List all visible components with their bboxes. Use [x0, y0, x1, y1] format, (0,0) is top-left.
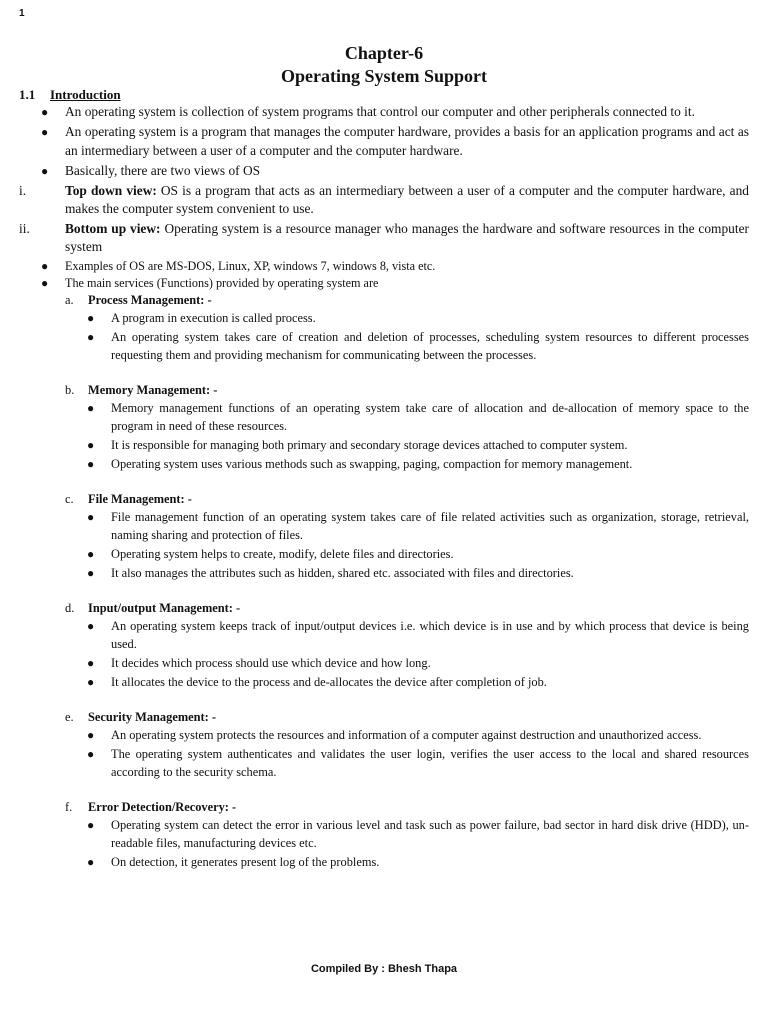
- footer-credit: Compiled By : Bhesh Thapa: [310, 963, 458, 975]
- bullet-icon: ●: [87, 310, 95, 325]
- bullet-icon: ●: [41, 163, 49, 178]
- bullet-icon: ●: [87, 329, 95, 344]
- bullet-icon: ●: [87, 674, 95, 689]
- bullet-icon: ●: [87, 727, 95, 742]
- service-heading: f. Error Detection/Recovery: -: [65, 799, 237, 814]
- list-item: ● A program in execution is called process.: [87, 310, 316, 325]
- service-heading: b. Memory Management: -: [65, 382, 218, 397]
- list-item: ● It is responsible for managing both primary and secondary storage devices attached to computer system.: [87, 437, 628, 452]
- intro-list: [41, 103, 749, 180]
- list-item: ● An operating system is collection of system programs that control our computer and other peripherals connected to it.: [65, 103, 749, 122]
- list-item: ● It allocates the device to the process and de-allocates the device after completion of job.: [87, 674, 547, 689]
- list-item: ● On detection, it generates present log of the problems.: [87, 854, 380, 869]
- service-heading: d. Input/output Management: -: [65, 600, 241, 615]
- page-title: Operating System Support: [280, 66, 487, 86]
- views-list: [19, 182, 749, 257]
- bullet-icon: ●: [87, 618, 95, 633]
- list-item: ● An operating system protects the resources and information of a computer against destruction and unauthorized access.: [87, 727, 702, 742]
- service-section: [65, 709, 749, 781]
- list-item: i. Top down view: OS is a program that acts as an intermediary between a user of a computer and the computer hardware, and makes the computer system convenient to use.: [19, 182, 749, 216]
- chapter-heading: Chapter-6: [344, 43, 424, 63]
- page-number: 1: [19, 8, 25, 19]
- list-item: ● It decides which process should use which device and how long.: [87, 655, 431, 670]
- view-label: Bottom up view:: [65, 220, 161, 236]
- list-item: ● An operating system takes care of creation and deletion of processes, scheduling system resources to different processes requesting them and providing mechanism for communicating between the processes.: [87, 329, 749, 362]
- list-item: ● Operating system helps to create, modify, delete files and directories.: [87, 546, 454, 561]
- service-section: [65, 491, 749, 582]
- document-body: [19, 86, 749, 872]
- title-block: [0, 42, 768, 88]
- service-section: [65, 382, 749, 473]
- bullet-icon: ●: [87, 546, 95, 561]
- section-heading: [19, 86, 749, 103]
- bullet-icon: ●: [87, 655, 95, 670]
- service-section: [65, 600, 749, 691]
- bullet-icon: ●: [41, 105, 49, 119]
- roman-numeral: i.: [19, 182, 27, 198]
- bullet-icon: ●: [87, 817, 95, 832]
- list-item: ● Examples of OS are MS-DOS, Linux, XP, windows 7, windows 8, vista etc.: [41, 258, 436, 273]
- bullet-icon: ●: [41, 125, 49, 139]
- service-section: [65, 799, 749, 871]
- list-item: ● File management function of an operating system takes care of file related activities such as organization, storage, retrieval, naming sharing and protection of files.: [87, 509, 749, 542]
- bullet-icon: ●: [87, 746, 95, 761]
- list-item: ● The operating system authenticates and validates the user login, verifies the user access to the local and shared resources according to the security schema.: [87, 746, 749, 779]
- roman-numeral: ii.: [19, 220, 30, 236]
- section-number: 1.1: [19, 87, 36, 102]
- bullet-icon: ●: [41, 275, 49, 290]
- service-heading: a. Process Management: -: [65, 292, 212, 307]
- service-heading: e. Security Management: -: [65, 709, 217, 724]
- list-item: ii. Bottom up view: Operating system is a resource manager who manages the hardware and software resources in the computer system: [19, 220, 749, 254]
- bullet-icon: ●: [87, 400, 95, 415]
- list-item: ● An operating system is a program that manages the computer hardware, provides a basis for an application programs and act as an intermediary between a user of a computer and the computer hardware.: [41, 124, 749, 158]
- bullet-icon: ●: [87, 456, 95, 471]
- bullet-icon: ●: [87, 437, 95, 452]
- bullet-icon: ●: [87, 509, 95, 524]
- services-list: [65, 292, 749, 871]
- list-item: ● Operating system can detect the error in various level and task such as power failure, bad sector in hard disk drive (HDD), un-readable files, manufacturing devices etc.: [87, 817, 749, 850]
- bullet-icon: ●: [87, 854, 95, 869]
- list-item: ● An operating system keeps track of input/output devices i.e. which device is in use and by which process that device is being used.: [87, 618, 749, 651]
- extra-list: [41, 258, 749, 292]
- list-item: ● The main services (Functions) provided by operating system are: [41, 275, 379, 290]
- section-title: Introduction: [50, 87, 121, 102]
- bullet-icon: ●: [41, 258, 49, 273]
- list-item: ● Operating system uses various methods such as swapping, paging, compaction for memory management.: [87, 456, 633, 471]
- service-heading: c. File Management: -: [65, 491, 192, 506]
- service-section: [65, 292, 749, 364]
- list-item: ● Memory management functions of an operating system take care of allocation and de-allocation of memory space to the program in need of these resources.: [87, 400, 749, 433]
- bullet-icon: ●: [87, 565, 95, 580]
- view-label: Top down view:: [65, 182, 157, 198]
- list-item: ● It also manages the attributes such as hidden, shared etc. associated with files and directories.: [87, 565, 574, 580]
- list-item: ● Basically, there are two views of OS: [65, 162, 749, 181]
